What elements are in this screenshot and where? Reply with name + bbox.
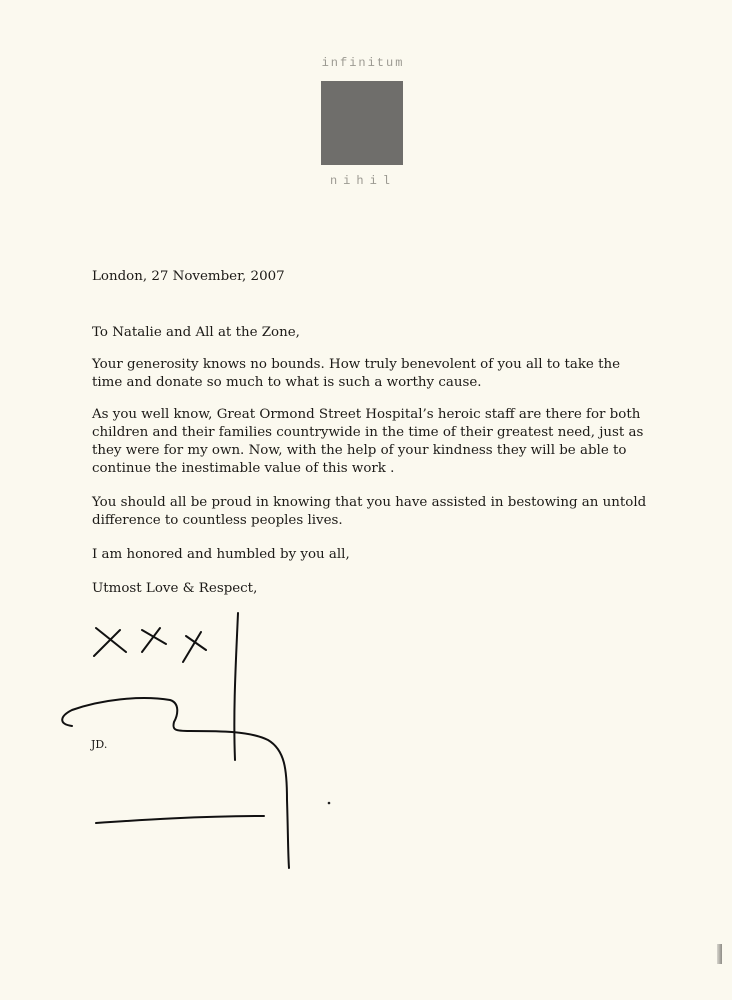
letterhead-grey-square: [321, 81, 403, 165]
date-line: London, 27 November, 2007: [92, 269, 285, 284]
salutation: To Natalie and All at the Zone,: [92, 325, 300, 340]
letterhead-bottom-word: nihil: [329, 174, 396, 188]
kisses-xxx-icon: [94, 628, 206, 662]
ink-dot: [328, 802, 331, 805]
typed-initials: JD.: [91, 738, 108, 751]
paragraph-honored: I am honored and humbled by you all,: [92, 547, 350, 562]
letterhead-top-word: infinitum: [321, 56, 405, 70]
scan-edge-mark: [717, 944, 722, 964]
paragraph-generosity: Your generosity knows no bounds. How truly benevolent of you all to take the time and donate so much to what is such a worthy cause.: [92, 357, 621, 390]
paragraph-hospital: As you well know, Great Ormond Street Hospital’s heroic staff are there for both children and their families countrywide in the time of their greatest need, just as they were for my own. Now, with the help of your kindness they will be able to continue the inestimable value of this work .: [92, 407, 644, 476]
paragraph-proud: You should all be proud in knowing that you have assisted in bestowing an untold difference to countless peoples lives.: [92, 495, 647, 528]
closing-line: Utmost Love & Respect,: [92, 581, 258, 596]
